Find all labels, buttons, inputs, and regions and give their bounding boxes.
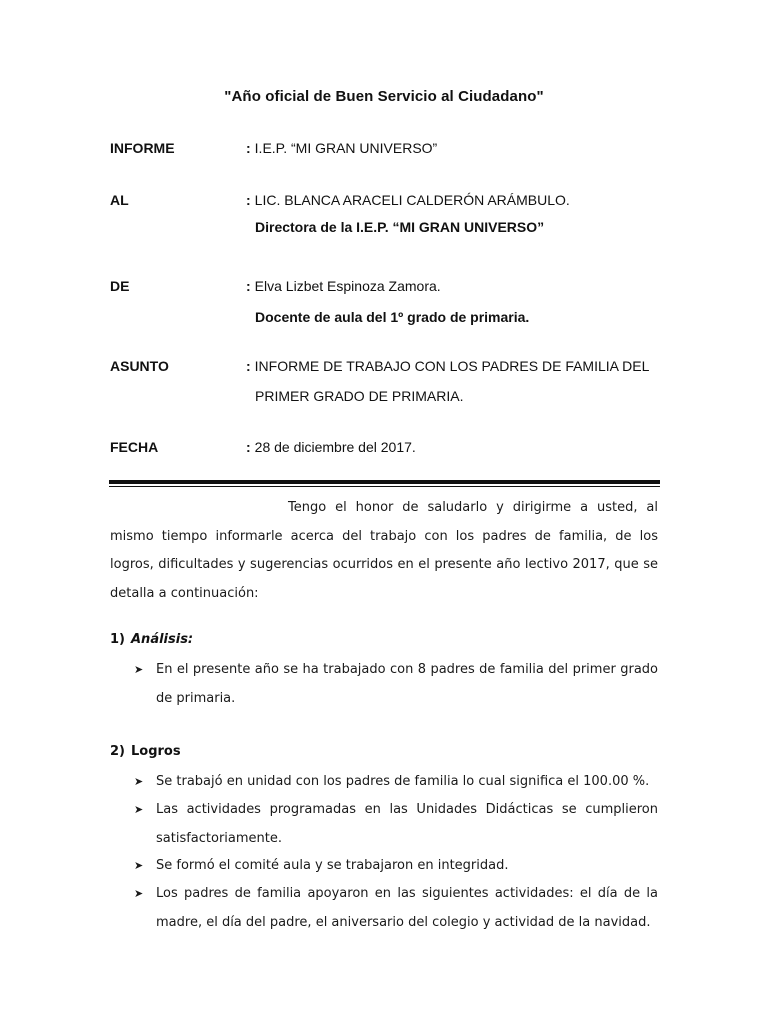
fecha-value-line <box>246 439 416 455</box>
list-item <box>134 796 658 853</box>
de-value-line <box>246 278 441 294</box>
list-item-text: Se formó el comité aula y se trabajaron en integridad. <box>156 858 509 873</box>
colon: : <box>246 358 251 374</box>
al-value-2: Directora de la I.E.P. “MI GRAN UNIVERSO” <box>255 219 545 235</box>
list-item <box>134 852 658 881</box>
list-item <box>134 768 658 797</box>
de-value-2: Docente de aula del 1º grado de primaria. <box>255 309 530 325</box>
asunto-value-line <box>246 358 649 374</box>
section-number: 2) <box>110 744 125 759</box>
asunto-label: ASUNTO <box>110 358 169 374</box>
informe-label: INFORME <box>110 140 175 156</box>
list-item-text: Las actividades programadas en las Unidades Didácticas se cumplieron satisfactoriamente. <box>156 802 658 846</box>
arrowhead-bullet-icon: ➤ <box>134 803 144 816</box>
asunto-value: INFORME DE TRABAJO CON LOS PADRES DE FAMILIA DEL <box>254 358 650 374</box>
list-item <box>134 656 658 713</box>
intro-paragraph: Tengo el honor de saludarlo y dirigirme a usted, al mismo tiempo informarle acerca del trabajo con los padres de familia, de los logros, dificultades y sugerencias ocurridos en el presente año lectivo 2017, que se detalla a continuación: <box>110 500 658 601</box>
list-item <box>134 880 658 937</box>
arrowhead-bullet-icon: ➤ <box>134 663 144 676</box>
al-label: AL <box>110 192 129 208</box>
colon: : <box>246 192 251 208</box>
informe-value: I.E.P. “MI GRAN UNIVERSO” <box>254 140 438 156</box>
section-title-text: Análisis: <box>131 632 194 647</box>
arrowhead-bullet-icon: ➤ <box>134 887 144 900</box>
document-title: "Año oficial de Buen Servicio al Ciudadano" <box>224 88 544 105</box>
informe-value-line <box>246 140 437 156</box>
de-label: DE <box>110 278 130 294</box>
header-divider <box>109 480 660 484</box>
list-item-text: Se trabajó en unidad con los padres de familia lo cual significa el 100.00 %. <box>156 774 650 789</box>
section-title-text: Logros <box>131 744 181 759</box>
fecha-label: FECHA <box>110 439 159 455</box>
colon: : <box>246 439 251 455</box>
de-value: Elva Lizbet Espinoza Zamora. <box>254 278 441 294</box>
section-analisis-title <box>110 632 193 647</box>
section-number: 1) <box>110 632 125 647</box>
arrowhead-bullet-icon: ➤ <box>134 859 144 872</box>
list-item-text: Los padres de familia apoyaron en las siguientes actividades: el día de la madre, el día del padre, el aniversario del colegio y actividad de la navidad. <box>156 886 658 930</box>
list-item-text: En el presente año se ha trabajado con 8 padres de familia del primer grado de primaria. <box>156 662 658 706</box>
colon: : <box>246 140 251 156</box>
asunto-value-2: PRIMER GRADO DE PRIMARIA. <box>255 388 464 404</box>
al-value: LIC. BLANCA ARACELI CALDERÓN ARÁMBULO. <box>254 192 570 208</box>
colon: : <box>246 278 251 294</box>
arrowhead-bullet-icon: ➤ <box>134 775 144 788</box>
al-value-line <box>246 192 570 208</box>
header-divider-thin <box>109 486 660 487</box>
fecha-value: 28 de diciembre del 2017. <box>254 439 416 455</box>
section-logros-title <box>110 744 181 759</box>
